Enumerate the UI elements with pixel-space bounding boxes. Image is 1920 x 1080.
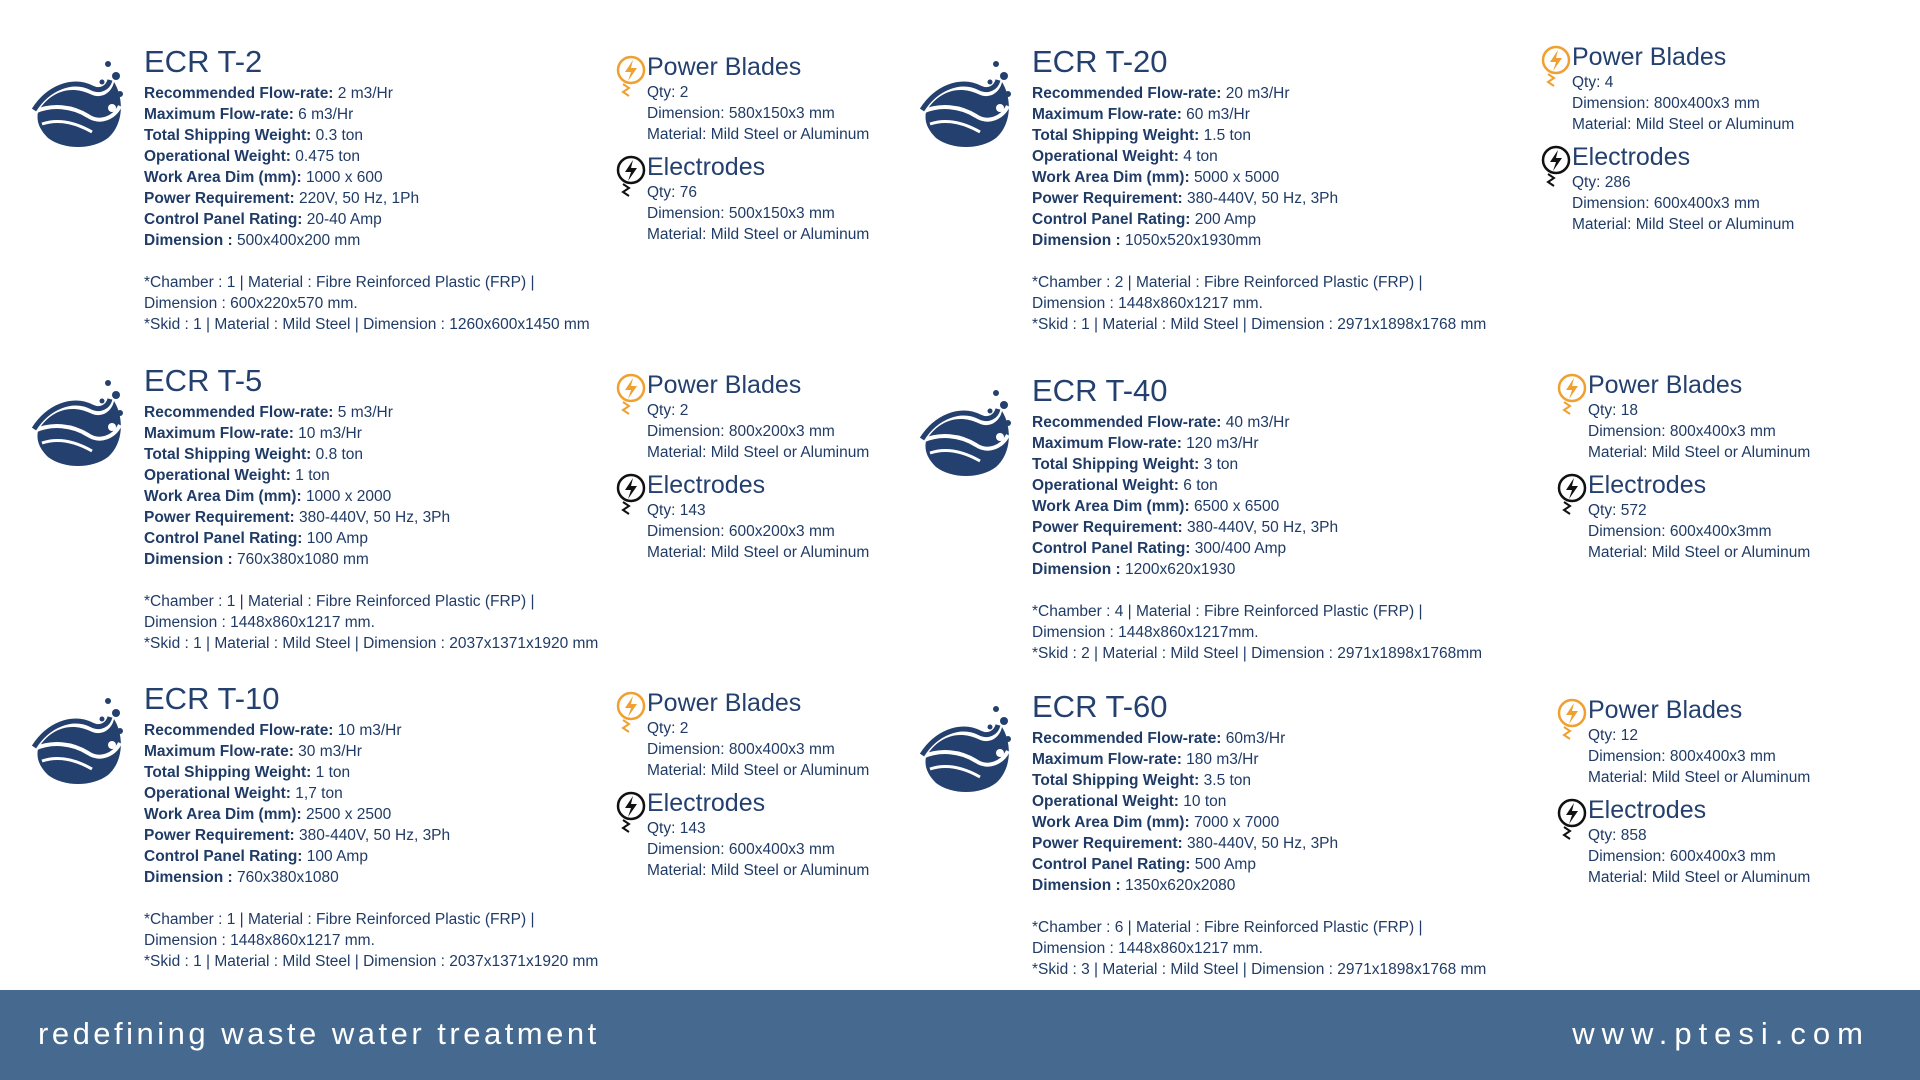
power-blades-qty: Qty: 12 (1588, 727, 1638, 744)
note-chamber-dimension: Dimension : 600x220x570 mm. (144, 295, 358, 312)
power-blades-dimension: Dimension: 580x150x3 mm (647, 105, 835, 122)
electrodes-dimension: Dimension: 600x200x3 mm (647, 523, 835, 540)
spec-operational-weight: Operational Weight: 4 ton (1032, 148, 1218, 165)
spec-shipping-weight: Total Shipping Weight: 0.3 ton (144, 127, 364, 144)
power-blades-group (615, 370, 915, 463)
power-blades-title: Power Blades (647, 53, 802, 81)
spec-power-requirement: Power Requirement: 220V, 50 Hz, 1Ph (144, 190, 420, 207)
electrodes-title: Electrodes (647, 789, 766, 817)
spec-operational-weight: Operational Weight: 1 ton (144, 467, 330, 484)
product-notes (144, 909, 664, 972)
electrodes-qty: Qty: 143 (647, 820, 706, 837)
electrodes-group (1556, 795, 1856, 888)
spec-maximum-flow: Maximum Flow-rate: 180 m3/Hr (1032, 751, 1259, 768)
power-blades-qty: Qty: 2 (647, 720, 689, 737)
power-blades-title: Power Blades (1572, 43, 1727, 71)
power-blades-material: Material: Mild Steel or Aluminum (1572, 116, 1795, 133)
spec-control-panel: Control Panel Rating: 100 Amp (144, 530, 368, 547)
spec-power-requirement: Power Requirement: 380-440V, 50 Hz, 3Ph (144, 827, 451, 844)
spec-work-area: Work Area Dim (mm): 1000 x 600 (144, 169, 383, 186)
note-chamber: *Chamber : 1 | Material : Fibre Reinforced Plastic (FRP) | (144, 593, 535, 610)
spec-control-panel: Control Panel Rating: 300/400 Amp (1032, 540, 1287, 557)
power-blades-qty: Qty: 2 (647, 84, 689, 101)
note-skid: *Skid : 2 | Material : Mild Steel | Dimension : 2971x1898x1768mm (1032, 645, 1483, 662)
spec-dimension: Dimension : 1350x620x2080 (1032, 877, 1236, 894)
power-blades-qty: Qty: 18 (1588, 402, 1638, 419)
electrodes-group (615, 470, 915, 563)
spec-recommended-flow: Recommended Flow-rate: 60m3/Hr (1032, 730, 1286, 747)
note-chamber-dimension: Dimension : 1448x860x1217 mm. (144, 932, 375, 949)
electrodes-material: Material: Mild Steel or Aluminum (647, 226, 870, 243)
lightning-bulb-icon (615, 690, 649, 736)
lightning-circle-icon (1556, 472, 1590, 518)
product-notes (1032, 272, 1552, 335)
electrodes-group (615, 152, 915, 245)
note-skid: *Skid : 1 | Material : Mild Steel | Dimension : 2037x1371x1920 mm (144, 953, 599, 970)
components-panel (1556, 695, 1856, 888)
electrodes-dimension: Dimension: 600x400x3 mm (647, 841, 835, 858)
electrodes-material: Material: Mild Steel or Aluminum (1588, 544, 1811, 561)
spec-dimension: Dimension : 1050x520x1930mm (1032, 232, 1262, 249)
water-wave-logo-icon (28, 373, 132, 469)
electrodes-material: Material: Mild Steel or Aluminum (1572, 216, 1795, 233)
electrodes-dimension: Dimension: 600x400x3mm (1588, 523, 1772, 540)
spec-recommended-flow: Recommended Flow-rate: 5 m3/Hr (144, 404, 393, 421)
footer-tagline: redefining waste water treatment (38, 1016, 600, 1051)
water-wave-logo-icon (916, 699, 1020, 795)
electrodes-material: Material: Mild Steel or Aluminum (1588, 869, 1811, 886)
components-panel (615, 370, 915, 563)
electrodes-dimension: Dimension: 600x400x3 mm (1572, 195, 1760, 212)
note-chamber: *Chamber : 1 | Material : Fibre Reinforced Plastic (FRP) | (144, 274, 535, 291)
electrodes-material: Material: Mild Steel or Aluminum (647, 544, 870, 561)
spec-maximum-flow: Maximum Flow-rate: 10 m3/Hr (144, 425, 362, 442)
note-skid: *Skid : 1 | Material : Mild Steel | Dimension : 1260x600x1450 mm (144, 316, 590, 333)
website-link[interactable]: www.ptesi.com (1572, 1016, 1870, 1051)
spec-power-requirement: Power Requirement: 380-440V, 50 Hz, 3Ph (1032, 190, 1339, 207)
electrodes-title: Electrodes (647, 471, 766, 499)
lightning-circle-icon (615, 154, 649, 200)
power-blades-dimension: Dimension: 800x400x3 mm (1588, 748, 1776, 765)
electrodes-group (615, 788, 915, 881)
power-blades-title: Power Blades (647, 371, 802, 399)
spec-dimension: Dimension : 1200x620x1930 (1032, 561, 1236, 578)
electrodes-qty: Qty: 76 (647, 184, 697, 201)
electrodes-qty: Qty: 143 (647, 502, 706, 519)
spec-work-area: Work Area Dim (mm): 5000 x 5000 (1032, 169, 1280, 186)
spec-dimension: Dimension : 500x400x200 mm (144, 232, 361, 249)
spec-control-panel: Control Panel Rating: 20-40 Amp (144, 211, 382, 228)
power-blades-group (1556, 370, 1856, 463)
note-chamber: *Chamber : 6 | Material : Fibre Reinforced Plastic (FRP) | (1032, 919, 1423, 936)
note-chamber-dimension: Dimension : 1448x860x1217 mm. (1032, 295, 1263, 312)
spec-shipping-weight: Total Shipping Weight: 3 ton (1032, 456, 1239, 473)
note-skid: *Skid : 3 | Material : Mild Steel | Dimension : 2971x1898x1768 mm (1032, 961, 1487, 978)
lightning-circle-icon (615, 790, 649, 836)
spec-work-area: Work Area Dim (mm): 1000 x 2000 (144, 488, 392, 505)
spec-recommended-flow: Recommended Flow-rate: 2 m3/Hr (144, 85, 393, 102)
electrodes-dimension: Dimension: 500x150x3 mm (647, 205, 835, 222)
spec-power-requirement: Power Requirement: 380-440V, 50 Hz, 3Ph (1032, 519, 1339, 536)
power-blades-title: Power Blades (1588, 371, 1743, 399)
spec-power-requirement: Power Requirement: 380-440V, 50 Hz, 3Ph (144, 509, 451, 526)
power-blades-material: Material: Mild Steel or Aluminum (647, 762, 870, 779)
power-blades-material: Material: Mild Steel or Aluminum (647, 126, 870, 143)
spec-maximum-flow: Maximum Flow-rate: 6 m3/Hr (144, 106, 354, 123)
product-title: ECR T-40 (1032, 373, 1168, 408)
note-chamber-dimension: Dimension : 1448x860x1217 mm. (1032, 940, 1263, 957)
spec-shipping-weight: Total Shipping Weight: 0.8 ton (144, 446, 364, 463)
components-panel (615, 688, 915, 881)
spec-shipping-weight: Total Shipping Weight: 1.5 ton (1032, 127, 1252, 144)
power-blades-group (615, 52, 915, 145)
lightning-bulb-icon (1540, 44, 1574, 90)
product-title: ECR T-2 (144, 44, 263, 79)
power-blades-group (1540, 42, 1840, 135)
spec-operational-weight: Operational Weight: 10 ton (1032, 793, 1227, 810)
spec-control-panel: Control Panel Rating: 200 Amp (1032, 211, 1256, 228)
electrodes-dimension: Dimension: 600x400x3 mm (1588, 848, 1776, 865)
water-wave-logo-icon (28, 54, 132, 150)
note-chamber: *Chamber : 2 | Material : Fibre Reinforced Plastic (FRP) | (1032, 274, 1423, 291)
note-skid: *Skid : 1 | Material : Mild Steel | Dimension : 2971x1898x1768 mm (1032, 316, 1487, 333)
electrodes-qty: Qty: 572 (1588, 502, 1647, 519)
water-wave-logo-icon (916, 383, 1020, 479)
power-blades-material: Material: Mild Steel or Aluminum (1588, 769, 1811, 786)
product-notes (1032, 601, 1552, 664)
spec-operational-weight: Operational Weight: 6 ton (1032, 477, 1218, 494)
lightning-bulb-icon (615, 372, 649, 418)
power-blades-dimension: Dimension: 800x400x3 mm (1572, 95, 1760, 112)
spec-dimension: Dimension : 760x380x1080 (144, 869, 339, 886)
power-blades-dimension: Dimension: 800x400x3 mm (1588, 423, 1776, 440)
note-chamber-dimension: Dimension : 1448x860x1217 mm. (144, 614, 375, 631)
spec-recommended-flow: Recommended Flow-rate: 20 m3/Hr (1032, 85, 1290, 102)
spec-operational-weight: Operational Weight: 1,7 ton (144, 785, 343, 802)
power-blades-title: Power Blades (1588, 696, 1743, 724)
lightning-circle-icon (1556, 797, 1590, 843)
electrodes-group (1556, 470, 1856, 563)
electrodes-title: Electrodes (1572, 143, 1691, 171)
electrodes-qty: Qty: 858 (1588, 827, 1647, 844)
spec-dimension: Dimension : 760x380x1080 mm (144, 551, 369, 568)
spec-recommended-flow: Recommended Flow-rate: 10 m3/Hr (144, 722, 402, 739)
power-blades-material: Material: Mild Steel or Aluminum (647, 444, 870, 461)
spec-shipping-weight: Total Shipping Weight: 3.5 ton (1032, 772, 1252, 789)
note-chamber: *Chamber : 1 | Material : Fibre Reinforced Plastic (FRP) | (144, 911, 535, 928)
power-blades-qty: Qty: 4 (1572, 74, 1614, 91)
product-title: ECR T-60 (1032, 689, 1168, 724)
spec-work-area: Work Area Dim (mm): 6500 x 6500 (1032, 498, 1280, 515)
power-blades-title: Power Blades (647, 689, 802, 717)
power-blades-material: Material: Mild Steel or Aluminum (1588, 444, 1811, 461)
product-title: ECR T-10 (144, 681, 280, 716)
power-blades-qty: Qty: 2 (647, 402, 689, 419)
spec-maximum-flow: Maximum Flow-rate: 30 m3/Hr (144, 743, 362, 760)
components-panel (615, 52, 915, 245)
footer-bar (0, 990, 1920, 1080)
product-notes (144, 272, 664, 335)
spec-control-panel: Control Panel Rating: 500 Amp (1032, 856, 1256, 873)
lightning-circle-icon (615, 472, 649, 518)
electrodes-material: Material: Mild Steel or Aluminum (647, 862, 870, 879)
water-wave-logo-icon (28, 691, 132, 787)
product-notes (1032, 917, 1552, 980)
electrodes-title: Electrodes (1588, 471, 1707, 499)
spec-operational-weight: Operational Weight: 0.475 ton (144, 148, 360, 165)
power-blades-group (1556, 695, 1856, 788)
lightning-bulb-icon (1556, 697, 1590, 743)
product-notes (144, 591, 664, 654)
components-panel (1540, 42, 1840, 235)
note-chamber-dimension: Dimension : 1448x860x1217mm. (1032, 624, 1259, 641)
spec-control-panel: Control Panel Rating: 100 Amp (144, 848, 368, 865)
note-skid: *Skid : 1 | Material : Mild Steel | Dimension : 2037x1371x1920 mm (144, 635, 599, 652)
spec-recommended-flow: Recommended Flow-rate: 40 m3/Hr (1032, 414, 1290, 431)
power-blades-dimension: Dimension: 800x200x3 mm (647, 423, 835, 440)
power-blades-group (615, 688, 915, 781)
product-title: ECR T-5 (144, 363, 263, 398)
electrodes-group (1540, 142, 1840, 235)
lightning-bulb-icon (615, 54, 649, 100)
lightning-circle-icon (1540, 144, 1574, 190)
power-blades-dimension: Dimension: 800x400x3 mm (647, 741, 835, 758)
spec-shipping-weight: Total Shipping Weight: 1 ton (144, 764, 351, 781)
spec-work-area: Work Area Dim (mm): 7000 x 7000 (1032, 814, 1280, 831)
electrodes-qty: Qty: 286 (1572, 174, 1631, 191)
spec-maximum-flow: Maximum Flow-rate: 120 m3/Hr (1032, 435, 1259, 452)
spec-power-requirement: Power Requirement: 380-440V, 50 Hz, 3Ph (1032, 835, 1339, 852)
electrodes-title: Electrodes (1588, 796, 1707, 824)
note-chamber: *Chamber : 4 | Material : Fibre Reinforced Plastic (FRP) | (1032, 603, 1423, 620)
spec-maximum-flow: Maximum Flow-rate: 60 m3/Hr (1032, 106, 1250, 123)
lightning-bulb-icon (1556, 372, 1590, 418)
spec-work-area: Work Area Dim (mm): 2500 x 2500 (144, 806, 392, 823)
components-panel (1556, 370, 1856, 563)
electrodes-title: Electrodes (647, 153, 766, 181)
water-wave-logo-icon (916, 54, 1020, 150)
product-title: ECR T-20 (1032, 44, 1168, 79)
